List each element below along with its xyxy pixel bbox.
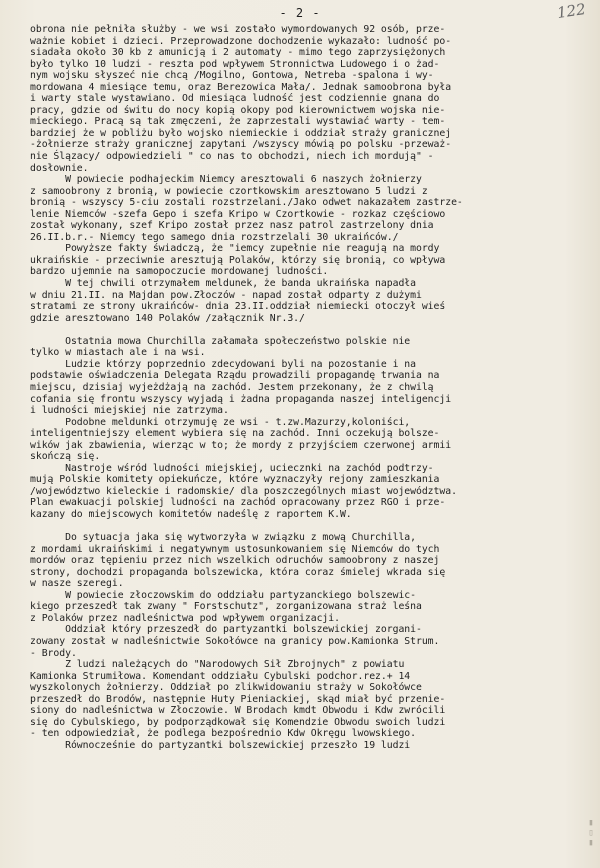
text-line: stratami ze strony ukraińców- dnia 23.II.oddział niemiecki otoczył wieś: [30, 301, 446, 313]
text-line: ukraińskie - przeciwnie aresztują Polaków, którzy się bronią, co wpływa: [30, 254, 446, 266]
text-line: Ostatnia mowa Churchilla załamała społeczeństwo polskie nie: [30, 335, 411, 347]
text-line: bronią - wszyscy 5-ciu zostali rozstrzelani./Jako odwet nakazałem zastrze-: [30, 197, 463, 209]
text-line: Kamionka Strumiłowa. Komendant oddziału Cybulski podchor.rez.+ 14: [30, 670, 411, 682]
text-line: /województwo kieleckie i radomskie/ dla poszczególnych miast województwa.: [30, 485, 457, 497]
page-number: - 2 -: [279, 6, 321, 20]
text-line: wików jak zbawienia, wierząc w to; że mordy z przyjściem czerwonej armii: [30, 439, 452, 451]
text-line: [30, 521, 578, 533]
text-line: [30, 324, 578, 336]
text-line: Do sytuacja jaka się wytworzyła w związku z mową Churchilla,: [30, 532, 416, 544]
text-line: bardziej że w pobliżu było wojsko niemieckie i oddział straży granicznej: [30, 127, 452, 139]
typed-text-body: [30, 24, 578, 751]
text-line: Oddział który przeszedł do partyzantki bolszewickiej zorgani-: [30, 624, 422, 636]
text-line: mordów oraz tępieniu przez nich wszelkich odruchów samoobrony z naszej: [30, 555, 440, 567]
text-line: pracy, gdzie od świtu do nocy kopią okopy pod kierownictwem wojska nie-: [30, 104, 446, 116]
text-line: - Brody.: [30, 647, 77, 659]
text-line: się do Cybulskiego, by podporządkował się Komendzie Obwodu swoich ludzi: [30, 716, 446, 728]
text-line: strony, dochodzi propaganda bolszewicka, która coraz śmielej wkrada się: [30, 566, 446, 578]
text-line: nym wojsku słyszeć nie chcą /Mogilno, Gontowa, Netreba -spalona i wy-: [30, 70, 434, 82]
text-line: ważnie kobiet i dzieci. Przeprowadzone dochodzenie wykazało: ludność po-: [30, 35, 452, 47]
text-line: nie Ślązacy/ odpowiedzieli " co nas to obchodzi, niech ich mordują" -: [30, 151, 434, 163]
archive-margin-mark: 122: [556, 0, 588, 22]
text-line: W tej chwili otrzymałem meldunek, że banda ukraińska napadła: [30, 278, 416, 290]
text-line: miejscu, dzisiaj wyjeżdżają na zachód. Jestem przekonany, że z chwilą: [30, 381, 434, 393]
text-line: zowany został w nadleśnictwie Sokołówce na granicy pow.Kamionka Strum.: [30, 635, 440, 647]
text-line: cofania się frontu wszyscy wyjadą i żadna propaganda naszej inteligencji: [30, 393, 452, 405]
text-line: z samoobrony z bronią, w powiecie czortkowskim aresztowano 5 ludzi z: [30, 185, 428, 197]
text-line: mują Polskie komitety opiekuńcze, które wyznaczyły rejony zamieszkania: [30, 474, 440, 486]
text-line: -żołnierze straży granicznej zapytani /wszyscy mówią po polsku -przeważ-: [30, 139, 452, 151]
text-line: lenie Niemców -szefa Gepo i szefa Kripo w Czortkowie - rozkaz częściowo: [30, 208, 446, 220]
text-line: z mordami ukraińskimi i negatywnym ustosunkowaniem się Niemców do tych: [30, 543, 440, 555]
text-line: było tylko 10 ludzi - reszta pod wpływem Stronnictwa Ludowego i o żad-: [30, 58, 440, 70]
text-line: siony do nadleśnictwa w Złoczowie. W Brodach kmdt Obwodu i Kdw zwrócili: [30, 705, 446, 717]
text-line: z Polaków przez nadleśnictwa pod wpływem organizacji.: [30, 612, 340, 624]
text-line: Ludzie którzy poprzednio zdecydowani byli na pozostanie i na: [30, 358, 416, 370]
text-line: dosłownie.: [30, 162, 89, 174]
text-line: podstawie oświadczenia Delegata Rządu prowadzili propagandę trwania na: [30, 370, 440, 382]
text-line: tylko w miastach ale i na wsi.: [30, 347, 206, 359]
text-line: Podobne meldunki otrzymuję ze wsi - t.zw.Mazurzy,koloniści,: [30, 416, 411, 428]
text-line: w dniu 21.II. na Majdan pow.Złoczów - napad został odparty z dużymi: [30, 289, 422, 301]
text-line: W powiecie podhajeckim Niemcy aresztowali 6 naszych żołnierzy: [30, 174, 422, 186]
text-line: został wykonany, szef Kripo został przez nasz patrol zastrzelony dnia: [30, 220, 434, 232]
text-line: wyszkolonych żołnierzy. Oddział po zlikwidowaniu straży w Sokołówce: [30, 682, 422, 694]
text-line: bardzo ujemnie na samopoczucie mordowanej ludności.: [30, 266, 329, 278]
text-line: Plan ewakuacji polskiej ludności na zachód opracowany przez RGO i prze-: [30, 497, 446, 509]
text-line: 26.II.b.r.- Niemcy tego samego dnia rozstrzelali 30 ukraińców./: [30, 231, 399, 243]
text-line: gdzie aresztowano 140 Polaków /załącznik Nr.3./: [30, 312, 305, 324]
text-line: kazany do miejscowych komitetów nadeślę z raportem K.W.: [30, 508, 352, 520]
text-line: mordowana 4 miesiące temu, oraz Berezowica Mała/. Jednak samoobrona była: [30, 81, 452, 93]
text-line: przeszedł do Brodów, następnie Huty Pieniackiej, skąd miał być przenie-: [30, 693, 446, 705]
text-line: W powiecie złoczowskim do oddziału partyzanckiego bolszewic-: [30, 589, 416, 601]
text-line: kiego przeszedł tak zwany " Forstschutz", zorganizowana straż leśna: [30, 601, 422, 613]
text-line: Równocześnie do partyzantki bolszewickiej przeszło 19 ludzi: [30, 739, 411, 751]
text-line: inteligentniejszy element wybiera się na zachód. Inni oczekują bolsze-: [30, 428, 440, 440]
text-line: mieckiego. Pracą są tak zmęczeni, że zaprzestali wystawiać warty - tem-: [30, 116, 446, 128]
text-line: skończą się.: [30, 451, 101, 463]
text-line: obrona nie pełniła służby - we wsi zostało wymordowanych 92 osób, prze-: [30, 24, 446, 35]
text-line: siadała około 30 kb z amunicją i 2 automaty - mimo tego zaprzysiężonych: [30, 47, 446, 59]
text-line: Powyższe fakty świadczą, że "iemcy zupełnie nie reagują na mordy: [30, 243, 440, 255]
text-line: Nastroje wśród ludności miejskiej, uciecznki na zachód podtrzy-: [30, 462, 434, 474]
text-line: w nasze szeregi.: [30, 578, 124, 590]
text-line: i ludności miejskiej nie zatrzyma.: [30, 405, 229, 417]
text-line: - ten odpowiedział, że podlega bezpośrednio Kdw Okręgu lwowskiego.: [30, 728, 416, 740]
edge-stamp: ▮▯▮: [586, 818, 596, 848]
text-line: i warty stale wystawiano. Od miesiąca ludność jest codziennie gnana do: [30, 93, 440, 105]
text-line: Z ludzi należących do "Narodowych Sił Zbrojnych" z powiatu: [30, 659, 405, 671]
